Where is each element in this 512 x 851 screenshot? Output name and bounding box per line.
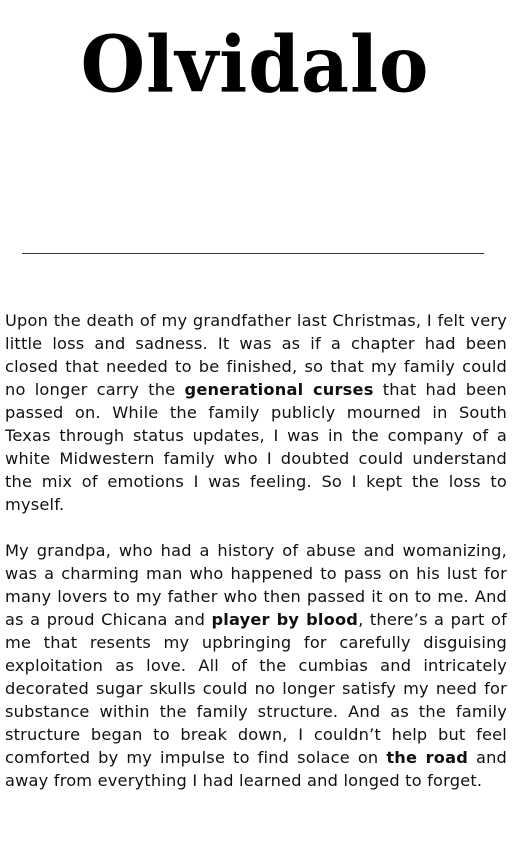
divider-line <box>22 253 484 254</box>
paragraph-2 <box>5 539 507 792</box>
title-text: Olvidalo <box>80 19 430 111</box>
paragraph-1 <box>5 309 507 516</box>
paragraph-text: , there’s a part of me that resents my upbringing for carefully disguising exploitation as love. All of the cumbias and intricately decorated sugar skulls could no longer satisfy my need for substance within the family structure. And as the family structure began to break down, I couldn’t help but feel comforted by my impulse to find solace on <box>5 610 507 767</box>
emphasis-text: generational curses <box>184 380 374 399</box>
emphasis-text: the road <box>386 748 469 767</box>
page-title <box>30 0 480 130</box>
emphasis-text: player by blood <box>211 610 359 629</box>
paragraph-text: Upon the death of my grandfather last Christmas, I felt very little loss and sadness. It was as if a chapter had been closed that needed to be finished, so that my family could no longer carry the <box>5 311 507 399</box>
article-body <box>5 309 507 792</box>
paragraph-text: that had been passed on. While the family publicly mourned in South Texas through status updates, I was in the company of a white Midwestern family who I doubted could understand the mix of emotions I was feeling. So I kept the loss to myself. <box>5 380 507 514</box>
paragraph-text: My grandpa, who had a history of abuse and womanizing, was a charming man who happened to pass on his lust for many lovers to my father who then passed it on to me. And as a proud Chicana and <box>5 541 507 629</box>
paragraph-text: and away from everything I had learned and longed to forget. <box>5 748 508 790</box>
